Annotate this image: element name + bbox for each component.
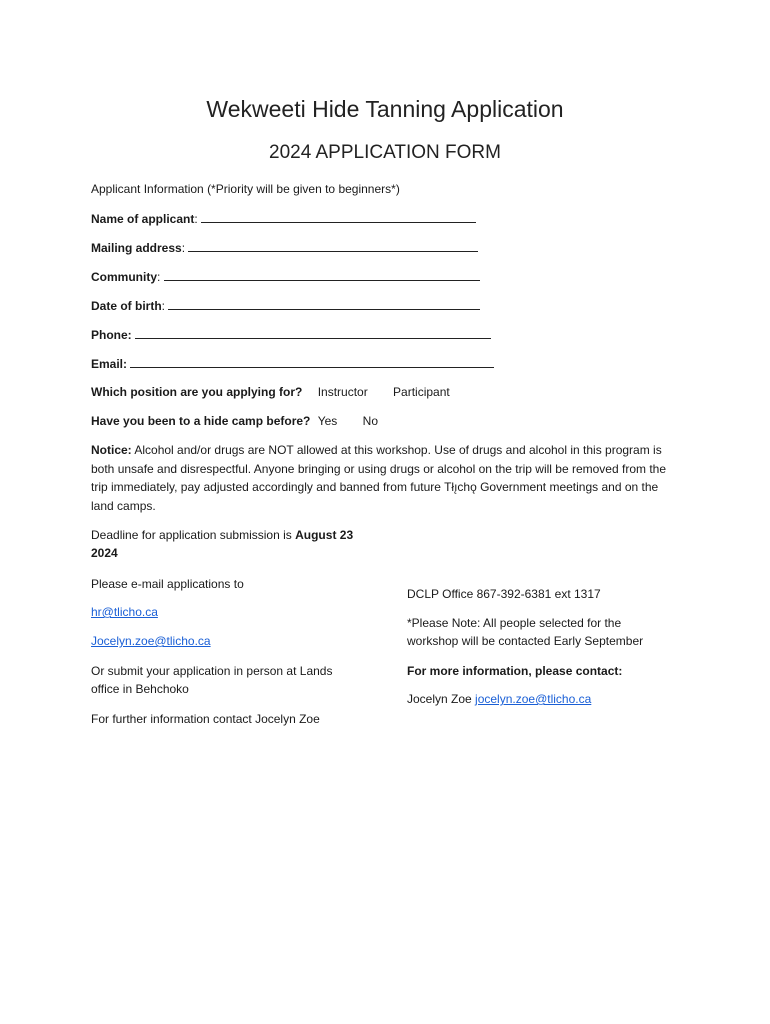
mailing-field-row: Mailing address: xyxy=(91,239,478,256)
option-instructor[interactable]: Instructor xyxy=(317,385,368,399)
more-info-heading: For more information, please contact: xyxy=(407,664,623,678)
email-field-row xyxy=(91,355,494,372)
community-blank[interactable] xyxy=(164,268,480,281)
dob-field-row: Date of birth: xyxy=(91,297,480,314)
email-link-hr[interactable]: hr@tlicho.ca xyxy=(91,605,158,619)
email-instruction: Please e-mail applications to xyxy=(91,577,244,591)
contact-name: Jocelyn Zoe xyxy=(407,692,476,706)
deadline-date: August 23 2024 xyxy=(91,528,354,560)
dob-label: Date of birth xyxy=(91,299,162,313)
phone-blank[interactable] xyxy=(135,326,491,339)
community-label: Community xyxy=(91,270,157,284)
form-title: Wekweeti Hide Tanning Application xyxy=(206,96,564,122)
deadline-prefix: Deadline for application submission is xyxy=(91,528,296,542)
notice-paragraph xyxy=(91,441,671,515)
please-note-text: *Please Note: All people selected for the workshop will be contacted Early September xyxy=(407,616,644,648)
dob-blank[interactable] xyxy=(168,297,480,310)
contact-email-link[interactable]: jocelyn.zoe@tlicho.ca xyxy=(475,692,592,706)
name-blank[interactable] xyxy=(201,210,476,223)
email-link-jocelyn[interactable]: Jocelyn.zoe@tlicho.ca xyxy=(91,634,211,648)
name-label: Name of applicant xyxy=(91,212,195,226)
contact-row xyxy=(407,690,677,708)
hide-camp-row xyxy=(91,413,378,429)
option-participant[interactable]: Participant xyxy=(393,385,450,399)
community-field-row: Community: xyxy=(91,268,480,285)
mailing-label: Mailing address xyxy=(91,241,182,255)
notice-label: Notice: xyxy=(91,443,132,457)
deadline-text xyxy=(91,526,356,562)
option-yes[interactable]: Yes xyxy=(317,414,338,428)
name-field-row: Name of applicant: xyxy=(91,210,476,227)
further-info-text: For further information contact Jocelyn Zoe xyxy=(91,712,320,726)
position-question: Which position are you applying for? xyxy=(91,385,303,399)
hide-camp-question: Have you been to a hide camp before? xyxy=(91,414,311,428)
phone-field-row xyxy=(91,326,491,343)
position-row xyxy=(91,384,450,400)
notice-text: Alcohol and/or drugs are NOT allowed at this workshop. Use of drugs and alcohol in this program is both unsafe and disrespectful. Anyone bringing or using drugs or alcohol on the trip will be removed from the trip immediately, pay adjusted accordingly and banned from future Tłı̨chǫ Government meetings and on the land camps. xyxy=(91,443,667,513)
phone-label: Phone: xyxy=(91,328,132,342)
in-person-text: Or submit your application in person at Lands office in Behchoko xyxy=(91,664,333,696)
option-no[interactable]: No xyxy=(362,414,378,428)
mailing-blank[interactable] xyxy=(188,239,478,252)
email-label: Email: xyxy=(91,357,128,371)
email-blank[interactable] xyxy=(130,355,494,368)
office-phone-text: DCLP Office 867-392-6381 ext 1317 xyxy=(407,587,601,601)
applicant-info-intro: Applicant Information (*Priority will be given to beginners*) xyxy=(91,182,400,196)
form-subtitle: 2024 APPLICATION FORM xyxy=(269,142,501,163)
